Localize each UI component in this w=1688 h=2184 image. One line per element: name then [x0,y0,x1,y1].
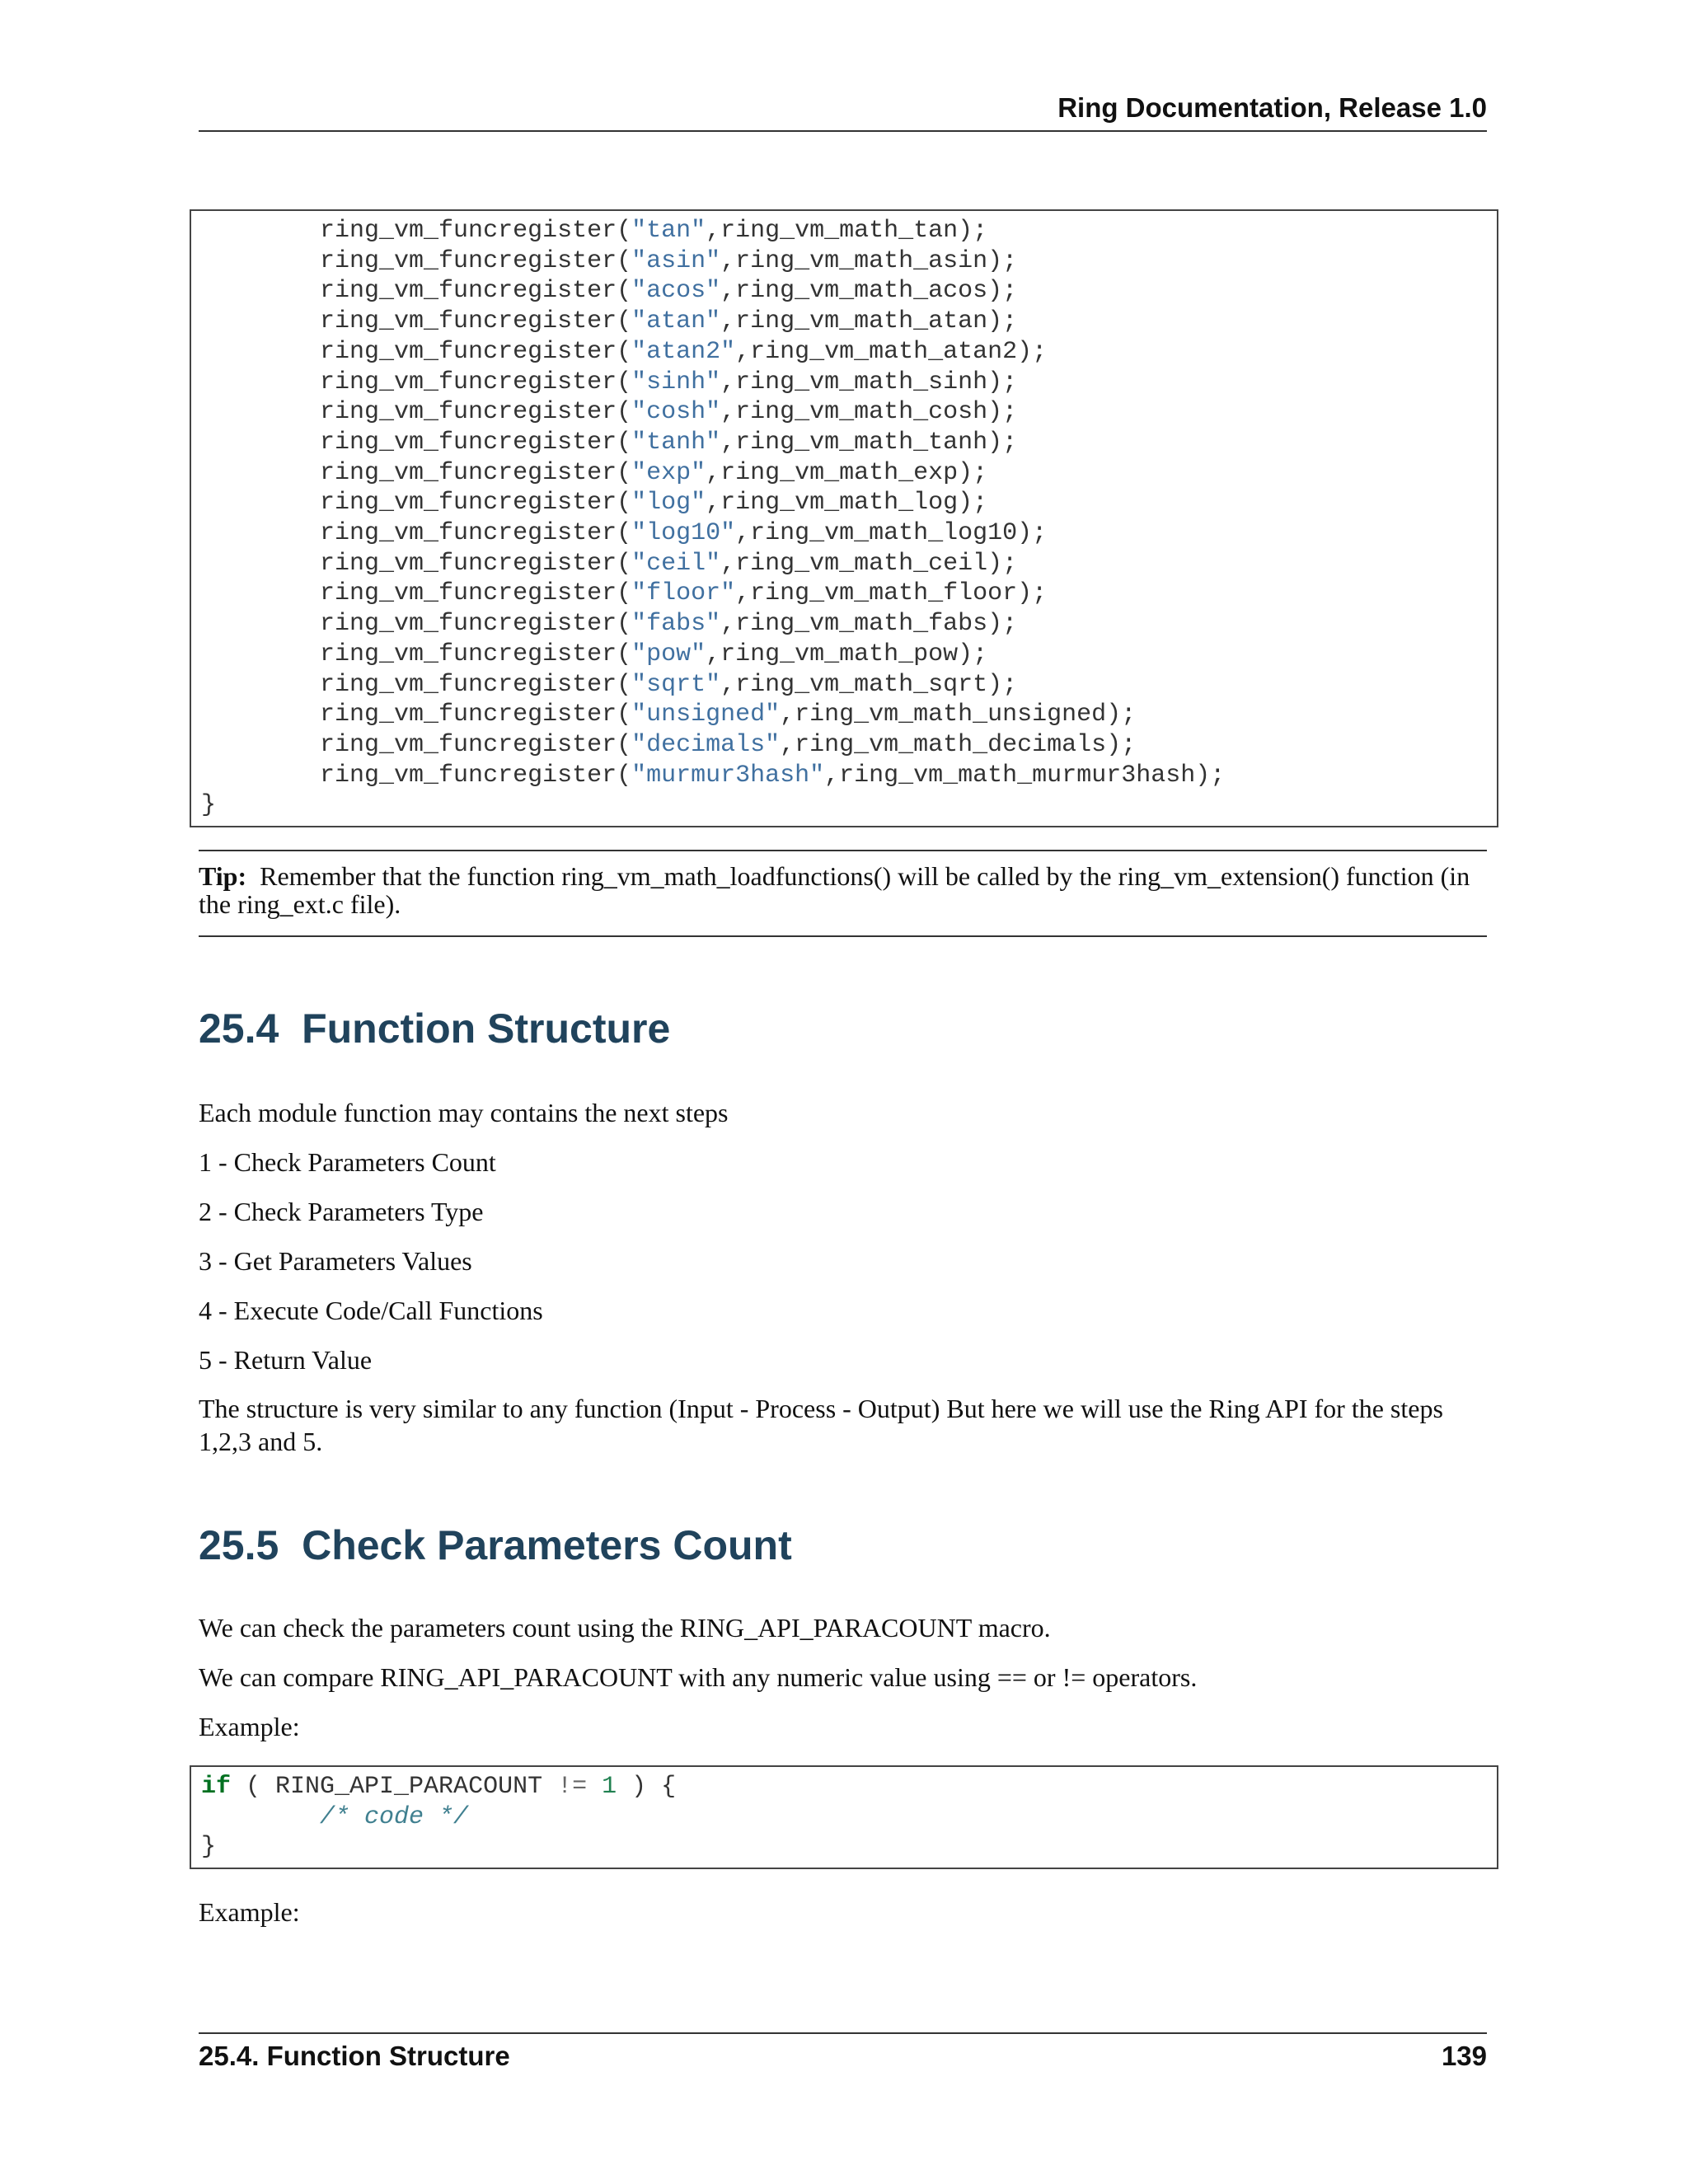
call-args-rest: ,ring_vm_math_sinh); [720,368,1018,396]
tip-label: Tip: [199,861,247,891]
paracount-para-2: We can compare RING_API_PARACOUNT with any numeric value using == or != operators. [199,1662,1198,1692]
string-literal: "exp" [631,458,706,487]
function-call: ring_vm_funcregister( [320,337,632,366]
function-call: ring_vm_funcregister( [320,579,632,608]
code-line [201,246,1489,277]
code-comment: /* code */ [320,1802,469,1831]
call-args-rest: ,ring_vm_math_tan); [706,217,988,245]
example-label-2: Example: [199,1897,300,1927]
function-call: ring_vm_funcregister( [320,640,632,668]
code-line [201,549,1489,579]
tip-text: Remember that the function ring_vm_math_loadfunctions() will be called by the ring_vm_extension() function (in the ring_ext.c file). [199,861,1470,919]
code-line [201,307,1489,337]
string-literal: "sinh" [631,368,721,396]
section-intro: Each module function may contains the next steps [199,1098,729,1127]
tip-top-rule [199,850,1487,851]
code-line [201,216,1489,246]
code-line [201,609,1489,640]
code-line [201,428,1489,458]
call-args-rest: ,ring_vm_math_murmur3hash); [824,761,1226,790]
code-line [201,700,1489,730]
code-line [201,488,1489,518]
call-args-rest: ,ring_vm_math_exp); [706,458,988,487]
code-block-funcregister [190,209,1498,827]
function-call: ring_vm_funcregister( [320,458,632,487]
tip-bottom-rule [199,935,1487,937]
function-call: ring_vm_funcregister( [320,307,632,336]
string-literal: "asin" [631,246,721,275]
call-args-rest: ,ring_vm_math_atan); [720,307,1018,336]
function-call: ring_vm_funcregister( [320,730,632,759]
code-line [201,730,1489,761]
page-number: 139 [1441,2041,1487,2071]
function-call: ring_vm_funcregister( [320,519,632,548]
string-literal: "cosh" [631,398,721,427]
code-block-paracount [190,1765,1498,1869]
code-line [201,368,1489,398]
function-call: ring_vm_funcregister( [320,368,632,396]
call-args-rest: ,ring_vm_math_floor); [735,579,1048,608]
code-line [201,670,1489,701]
string-literal: "murmur3hash" [631,761,825,790]
section-summary: The structure is very similar to any function (Input - Process - Output) But here we will use the Ring API for the steps 1,2,3 and 5. [199,1394,1443,1456]
code-lines [201,216,1489,790]
code-comment-line [201,1802,1489,1833]
code-line [201,761,1489,791]
code-line [201,276,1489,307]
function-call: ring_vm_funcregister( [320,549,632,578]
call-args-rest: ,ring_vm_math_cosh); [720,398,1018,427]
example-label: Example: [199,1712,300,1741]
string-literal: "tan" [631,217,706,245]
call-args-rest: ,ring_vm_math_ceil); [720,549,1018,578]
step-item: 3 - Get Parameters Values [199,1246,472,1276]
footer-section-title: 25.4. Function Structure [199,2041,510,2071]
string-literal: "tanh" [631,428,721,457]
string-literal: "atan" [631,307,721,336]
string-literal: "acos" [631,277,721,306]
function-call: ring_vm_funcregister( [320,489,632,518]
section-heading-25-5: 25.5 Check Parameters Count [199,1522,792,1568]
call-args-rest: ,ring_vm_math_acos); [720,277,1018,306]
string-literal: "floor" [631,579,736,608]
call-args-rest: ,ring_vm_math_unsigned); [780,701,1137,729]
call-args-rest: ,ring_vm_math_decimals); [780,730,1137,759]
string-literal: "pow" [631,640,706,668]
footer-rule [199,2032,1487,2034]
function-call: ring_vm_funcregister( [320,610,632,639]
function-call: ring_vm_funcregister( [320,398,632,427]
keyword-if: if [201,1773,232,1801]
code-line [201,640,1489,670]
function-call: ring_vm_funcregister( [320,701,632,729]
operator: != [557,1773,588,1801]
code-if-line: if ( RING_API_PARACOUNT != 1 ) { [201,1773,677,1801]
function-call: ring_vm_funcregister( [320,277,632,306]
code-line [201,397,1489,428]
function-call: ring_vm_funcregister( [320,670,632,699]
tip-admonition [199,862,1487,918]
string-literal: "fabs" [631,610,721,639]
string-literal: "decimals" [631,730,781,759]
call-args-rest: ,ring_vm_math_log10); [735,519,1048,548]
step-item: 4 - Execute Code/Call Functions [199,1296,543,1325]
code-line [201,518,1489,549]
function-call: ring_vm_funcregister( [320,217,632,245]
call-args-rest: ,ring_vm_math_log); [706,489,988,518]
step-item: 1 - Check Parameters Count [199,1147,496,1177]
function-call: ring_vm_funcregister( [320,246,632,275]
call-args-rest: ,ring_vm_math_tanh); [720,428,1018,457]
step-item: 2 - Check Parameters Type [199,1197,484,1226]
string-literal: "unsigned" [631,701,781,729]
header-rule [199,130,1487,132]
paracount-para-1: We can check the parameters count using the RING_API_PARACOUNT macro. [199,1613,1051,1643]
string-literal: "ceil" [631,549,721,578]
code-closing-brace: } [201,1833,217,1862]
code-line [201,458,1489,489]
call-args-rest: ,ring_vm_math_fabs); [720,610,1018,639]
function-call: ring_vm_funcregister( [320,428,632,457]
string-literal: "atan2" [631,337,736,366]
code-line [201,579,1489,609]
code-closing-brace: } [201,791,217,820]
code-line [201,337,1489,368]
running-header: Ring Documentation, Release 1.0 [1057,92,1487,123]
string-literal: "log" [631,489,706,518]
call-args-rest: ,ring_vm_math_pow); [706,640,988,668]
function-call: ring_vm_funcregister( [320,761,632,790]
call-args-rest: ,ring_vm_math_asin); [720,246,1018,275]
step-item: 5 - Return Value [199,1345,373,1375]
string-literal: "sqrt" [631,670,721,699]
call-args-rest: ,ring_vm_math_sqrt); [720,670,1018,699]
section-heading-25-4: 25.4 Function Structure [199,1005,671,1052]
call-args-rest: ,ring_vm_math_atan2); [735,337,1048,366]
string-literal: "log10" [631,519,736,548]
number-literal: 1 [602,1773,617,1801]
